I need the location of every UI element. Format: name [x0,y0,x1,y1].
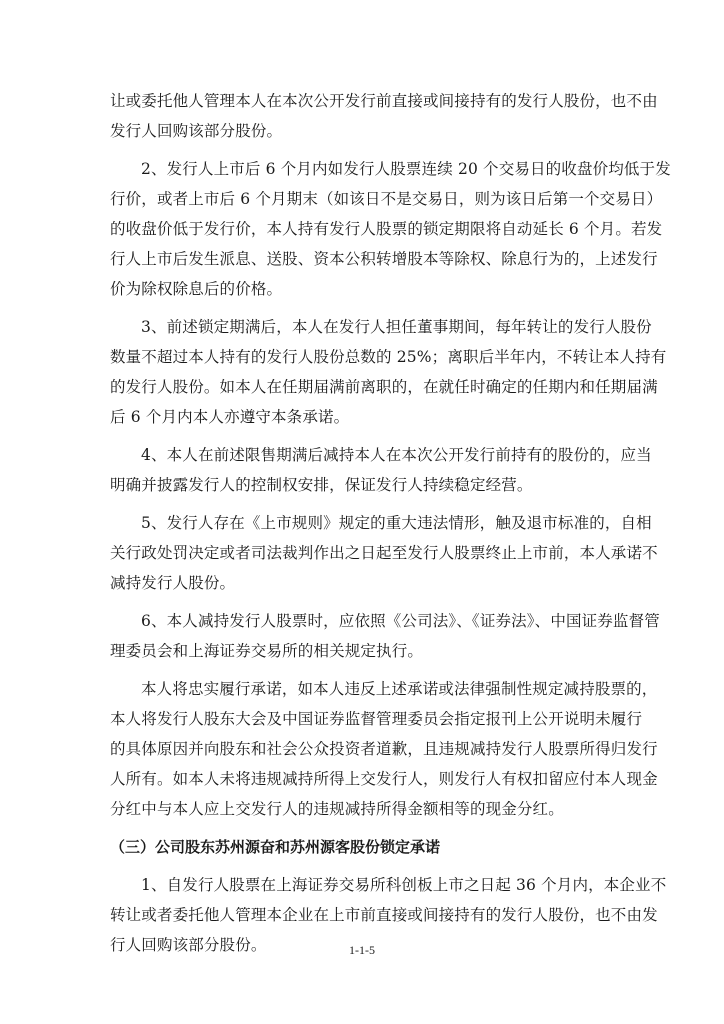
text-line: 明确并披露发行人的控制权安排，保证发行人持续稳定经营。 [110,476,533,494]
text-line: 分红中与本人应上交发行人的违规减持所得金额相等的现金分红。 [110,800,564,818]
text-line: 5、发行人存在《上市规则》规定的重大违法情形，触及退市标准的，自相 [141,514,652,532]
text-line: 4、本人在前述限售期满后减持本人在本次公开发行前持有的股份的，应当 [141,446,652,464]
section-heading: （三）公司股东苏州源奋和苏州源客股份锁定承诺 [110,838,441,856]
text-line: 数量不超过本人持有的发行人股份总数的 25%；离职后半年内，不转让本人持有 [110,348,667,366]
paragraph-item-2 [110,154,671,304]
paragraph-continuation [110,86,658,146]
text-line: 行人上市后发生派息、送股、资本公积转增股本等除权、除息行为的，上述发行 [110,250,658,268]
paragraph-item-5 [110,508,658,598]
text-line: 人所有。如本人未将违规减持所得上交发行人，则发行人有权扣留应付本人现金 [110,770,658,788]
text-line: 行人回购该部分股份。 [110,936,267,954]
text-line: 理委员会和上海证券交易所的相关规定执行。 [110,642,424,660]
text-line: 本人将忠实履行承诺，如本人违反上述承诺或法律强制性规定减持股票的， [141,680,658,698]
text-line: 转让或者委托他人管理本企业在上市前直接或间接持有的发行人股份，也不由发 [110,906,658,924]
paragraph-item-4 [110,440,652,500]
text-line: 发行人回购该部分股份。 [110,122,283,140]
paragraph-commitment [110,674,658,824]
text-line: 本人将发行人股东大会及中国证券监督管理委员会指定报刊上公开说明未履行 [110,710,643,728]
document-body [110,86,671,968]
text-line: 的具体原因并向股东和社会公众投资者道歉，且违规减持发行人股票所得归发行 [110,740,658,758]
text-line: 价为除权除息后的价格。 [110,280,283,298]
paragraph-item-6 [110,606,660,666]
text-line: 后 6 个月内本人亦遵守本条承诺。 [110,408,350,426]
text-line: 1、自发行人股票在上海证券交易所科创板上市之日起 36 个月内，本企业不 [141,876,667,894]
text-line: 行价，或者上市后 6 个月期末（如该日不是交易日，则为该日后第一个交易日） [110,190,663,208]
text-line: 2、发行人上市后 6 个月内如发行人股票连续 20 个交易日的收盘价均低于发 [141,160,671,178]
text-line: 关行政处罚决定或者司法裁判作出之日起至发行人股票终止上市前，本人承诺不 [110,544,658,562]
text-line: 让或委托他人管理本人在本次公开发行前直接或间接持有的发行人股份，也不由 [110,92,658,110]
text-line: 3、前述锁定期满后，本人在发行人担任董事期间，每年转让的发行人股份 [141,318,652,336]
text-line: 减持发行人股份。 [110,574,236,592]
text-line: 的发行人股份。如本人在任期届满前离职的，在就任时确定的任期内和任期届满 [110,378,658,396]
text-line: 的收盘价低于发行价，本人持有发行人股票的锁定期限将自动延长 6 个月。若发 [110,220,663,238]
paragraph-item-3 [110,312,667,432]
page-number: 1-1-5 [349,943,375,957]
text-line: 6、本人减持发行人股票时，应依照《公司法》、《证券法》、中国证券监督管 [141,612,660,630]
